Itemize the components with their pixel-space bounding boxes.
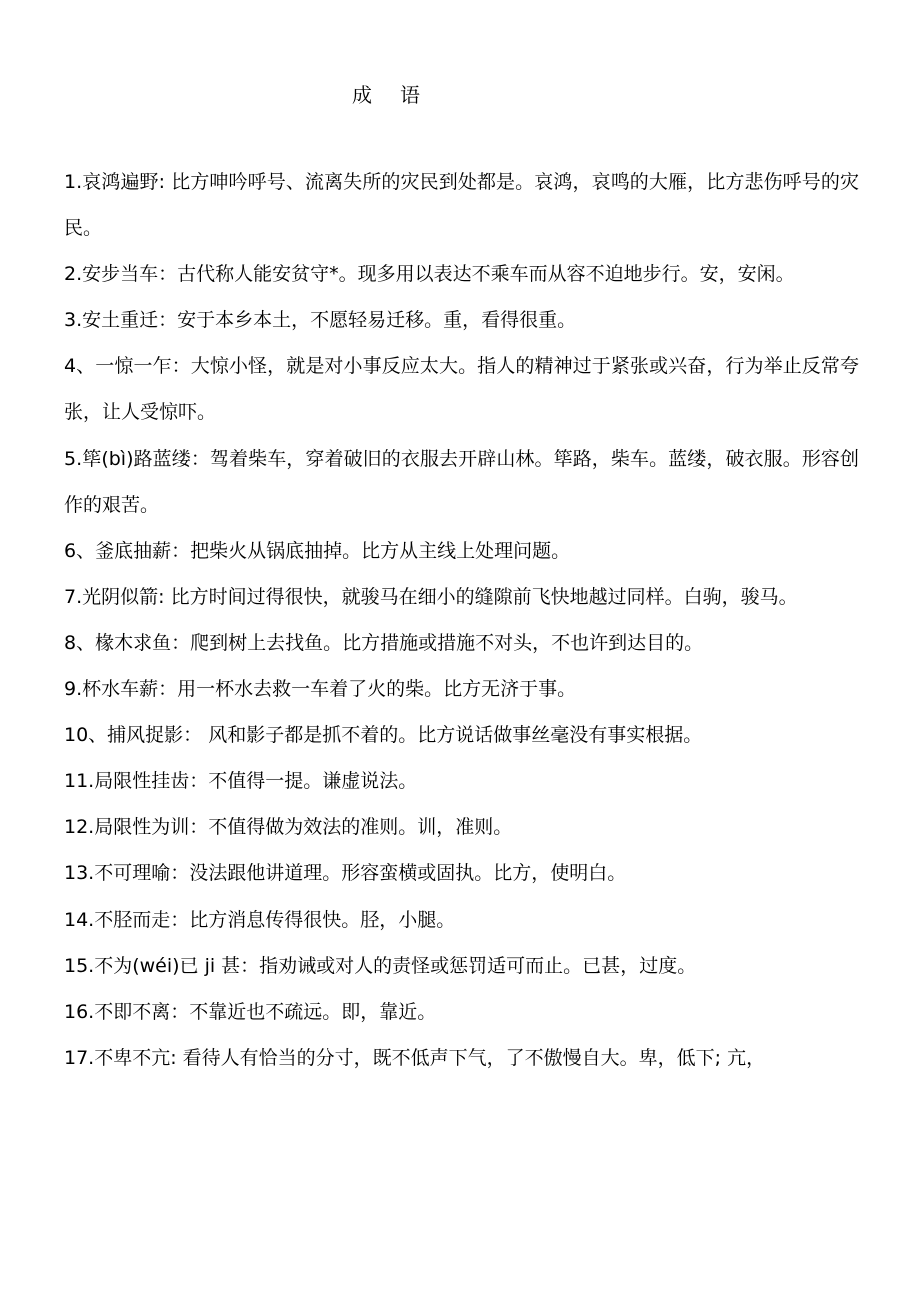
idiom-entry: 9.杯水车薪：用一杯水去救一车着了火的柴。比方无济于事。 (64, 678, 577, 701)
idiom-entry: 16.不即不离：不靠近也不疏远。即，靠近。 (64, 1000, 437, 1023)
idiom-entry: 14.不胫而走：比方消息传得很快。胫，小腿。 (64, 908, 456, 931)
idiom-entry: 13.不可理喻：没法跟他讲道理。形容蛮横或固执。比方，使明白。 (64, 862, 627, 885)
idiom-entry: 5.筚(bì)路蓝缕：驾着柴车，穿着破旧的衣服去开辟山林。筚路，柴车。蓝缕，破衣服。形容创作的艰苦。 (64, 447, 859, 516)
idiom-entry: 3.安土重迁：安于本乡本土，不愿轻易迁移。重，看得很重。 (64, 309, 577, 332)
idiom-entry: 10、捕风捉影： 风和影子都是抓不着的。比方说话做事丝毫没有事实根据。 (64, 724, 703, 747)
idiom-entry: 6、釜底抽薪：把柴火从锅底抽掉。比方从主线上处理问题。 (64, 539, 571, 562)
idiom-entry: 2.安步当车：古代称人能安贫守*。现多用以表达不乘车而从容不迫地步行。安，安闲。 (64, 263, 795, 286)
idiom-entry: 17.不卑不亢: 看待人有恰当的分寸，既不低声下气，了不傲慢自大。卑，低下; 亢， (64, 1046, 766, 1069)
idiom-list (64, 159, 859, 1081)
idiom-entry: 4、一惊一乍：大惊小怪，就是对小事反应太大。指人的精神过于紧张或兴奋，行为举止反常夸张，让人受惊吓。 (64, 355, 859, 424)
idiom-entry: 7.光阴似箭: 比方时间过得很快，就骏马在细小的缝隙前飞快地越过同样。白驹，骏马。 (64, 585, 798, 608)
title-char-1: 成 (352, 83, 372, 107)
idiom-entry: 11.局限性挂齿：不值得一提。谦虚说法。 (64, 770, 418, 793)
idiom-entry: 15.不为(wéi)已 ji 甚：指劝诫或对人的责怪或惩罚适可而止。已甚，过度。 (64, 954, 697, 977)
page-title (0, 80, 772, 110)
idiom-entry: 8、椽木求鱼：爬到树上去找鱼。比方措施或措施不对头，不也许到达目的。 (64, 631, 704, 654)
title-char-2: 语 (400, 83, 420, 107)
idiom-entry: 12.局限性为训：不值得做为效法的准则。训，准则。 (64, 816, 513, 839)
idiom-entry: 1.哀鸿遍野: 比方呻吟呼号、流离失所的灾民到处都是。哀鸿，哀鸣的大雁，比方悲伤呼号的灾民。 (64, 171, 859, 240)
